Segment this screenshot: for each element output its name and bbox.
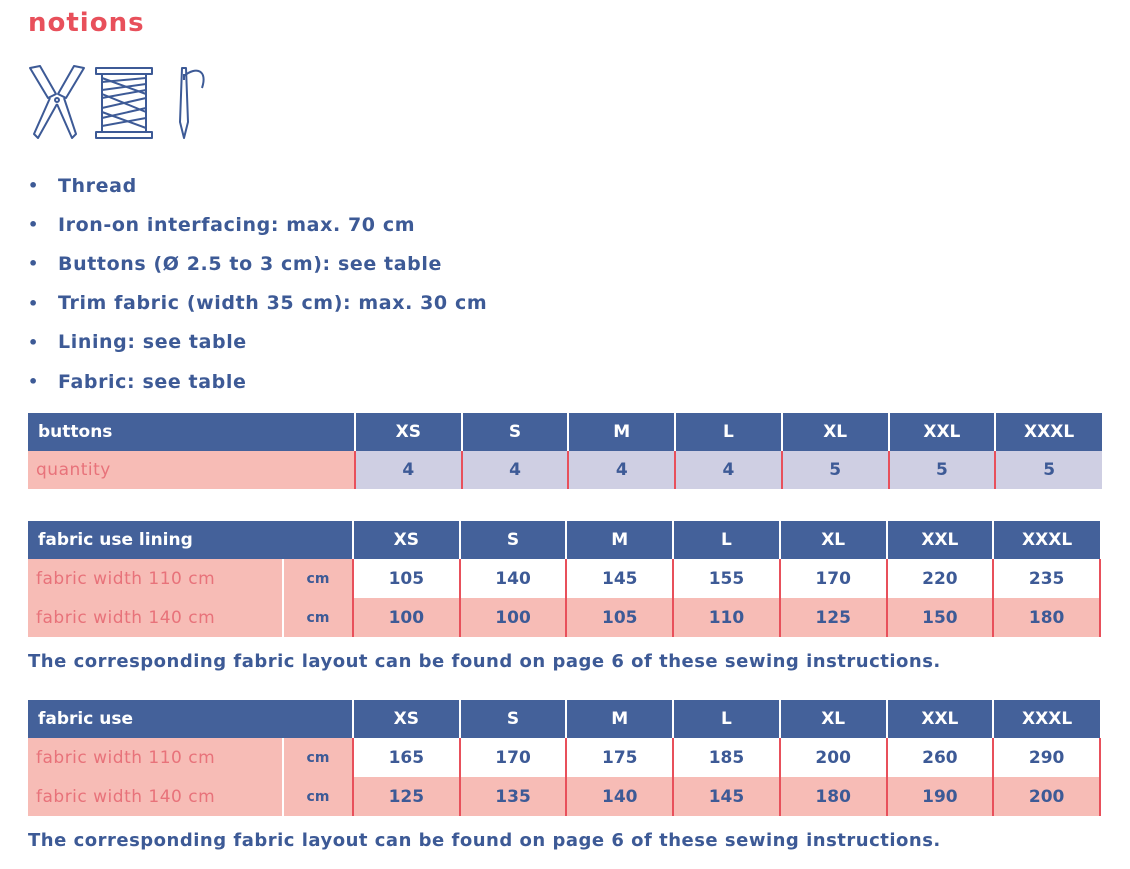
notions-list: [28, 166, 487, 401]
table-cell: 150: [887, 598, 994, 637]
table-cell: 125: [780, 598, 887, 637]
table-cell: 110: [673, 598, 780, 637]
table-cell: 100: [460, 598, 567, 637]
table-row: [28, 451, 1102, 489]
needle-icon: [180, 68, 204, 138]
size-header: XXL: [887, 521, 994, 559]
table-cell: 180: [780, 777, 887, 816]
thread-spool-icon: [96, 68, 152, 138]
unit-label: cm: [283, 738, 353, 777]
table-cell: 100: [353, 598, 460, 637]
unit-label: cm: [283, 559, 353, 598]
size-header: M: [568, 413, 675, 451]
row-label: fabric width 110 cm: [28, 559, 283, 598]
list-item: • Thread: [28, 174, 137, 197]
fabric-table: [28, 700, 1101, 816]
table-header: buttons: [28, 413, 355, 451]
table-cell: 290: [993, 738, 1100, 777]
list-item: • Trim fabric (width 35 cm): max. 30 cm: [28, 292, 488, 315]
page-title: notions: [28, 8, 145, 38]
table-cell: 125: [353, 777, 460, 816]
table-header: fabric use: [28, 700, 353, 738]
size-header: XXXL: [993, 700, 1100, 738]
fabric-note: The corresponding fabric layout can be found on page 6 of these sewing instructions.: [28, 830, 941, 851]
table-cell: 4: [462, 451, 569, 489]
table-cell: 180: [993, 598, 1100, 637]
size-header: S: [462, 413, 569, 451]
size-header: XS: [353, 521, 460, 559]
size-header: M: [566, 700, 673, 738]
list-item: • Lining: see table: [28, 331, 247, 354]
table-cell: 105: [353, 559, 460, 598]
table-cell: 185: [673, 738, 780, 777]
list-item: • Fabric: see table: [28, 370, 247, 393]
table-cell: 170: [780, 559, 887, 598]
table-cell: 5: [782, 451, 889, 489]
table-cell: 105: [566, 598, 673, 637]
row-label: fabric width 110 cm: [28, 738, 283, 777]
table-cell: 140: [460, 559, 567, 598]
table-row: [28, 777, 1100, 816]
list-item: • Buttons (Ø 2.5 to 3 cm): see table: [28, 252, 442, 275]
table-cell: 200: [780, 738, 887, 777]
table-cell: 235: [993, 559, 1100, 598]
size-header: L: [673, 521, 780, 559]
unit-label: cm: [283, 598, 353, 637]
table-row: [28, 598, 1100, 637]
table-cell: 200: [993, 777, 1100, 816]
size-header: XL: [782, 413, 889, 451]
table-cell: 4: [675, 451, 782, 489]
table-cell: 135: [460, 777, 567, 816]
size-header: L: [675, 413, 782, 451]
table-row: [28, 738, 1100, 777]
row-label: fabric width 140 cm: [28, 777, 283, 816]
notions-icons: [26, 64, 216, 142]
table-cell: 140: [566, 777, 673, 816]
table-cell: 155: [673, 559, 780, 598]
size-header: XS: [353, 700, 460, 738]
size-header: XL: [780, 521, 887, 559]
size-header: XXL: [887, 700, 994, 738]
size-header: M: [566, 521, 673, 559]
scissors-icon: [30, 66, 84, 138]
table-header: fabric use lining: [28, 521, 353, 559]
table-cell: 260: [887, 738, 994, 777]
size-header: XXXL: [995, 413, 1102, 451]
row-label: quantity: [28, 451, 355, 489]
table-cell: 190: [887, 777, 994, 816]
table-cell: 175: [566, 738, 673, 777]
size-header: L: [673, 700, 780, 738]
size-header: S: [460, 700, 567, 738]
table-cell: 165: [353, 738, 460, 777]
list-item: • Iron-on interfacing: max. 70 cm: [28, 213, 416, 236]
table-row: [28, 559, 1100, 598]
size-header: XS: [355, 413, 462, 451]
table-cell: 220: [887, 559, 994, 598]
table-cell: 145: [673, 777, 780, 816]
buttons-table: [28, 413, 1102, 489]
table-cell: 4: [355, 451, 462, 489]
table-cell: 5: [889, 451, 996, 489]
lining-table: [28, 521, 1101, 637]
table-cell: 170: [460, 738, 567, 777]
table-cell: 4: [568, 451, 675, 489]
unit-label: cm: [283, 777, 353, 816]
table-cell: 5: [995, 451, 1102, 489]
size-header: S: [460, 521, 567, 559]
size-header: XL: [780, 700, 887, 738]
size-header: XXL: [889, 413, 996, 451]
lining-note: The corresponding fabric layout can be found on page 6 of these sewing instructions.: [28, 651, 941, 672]
row-label: fabric width 140 cm: [28, 598, 283, 637]
size-header: XXXL: [993, 521, 1100, 559]
table-cell: 145: [566, 559, 673, 598]
